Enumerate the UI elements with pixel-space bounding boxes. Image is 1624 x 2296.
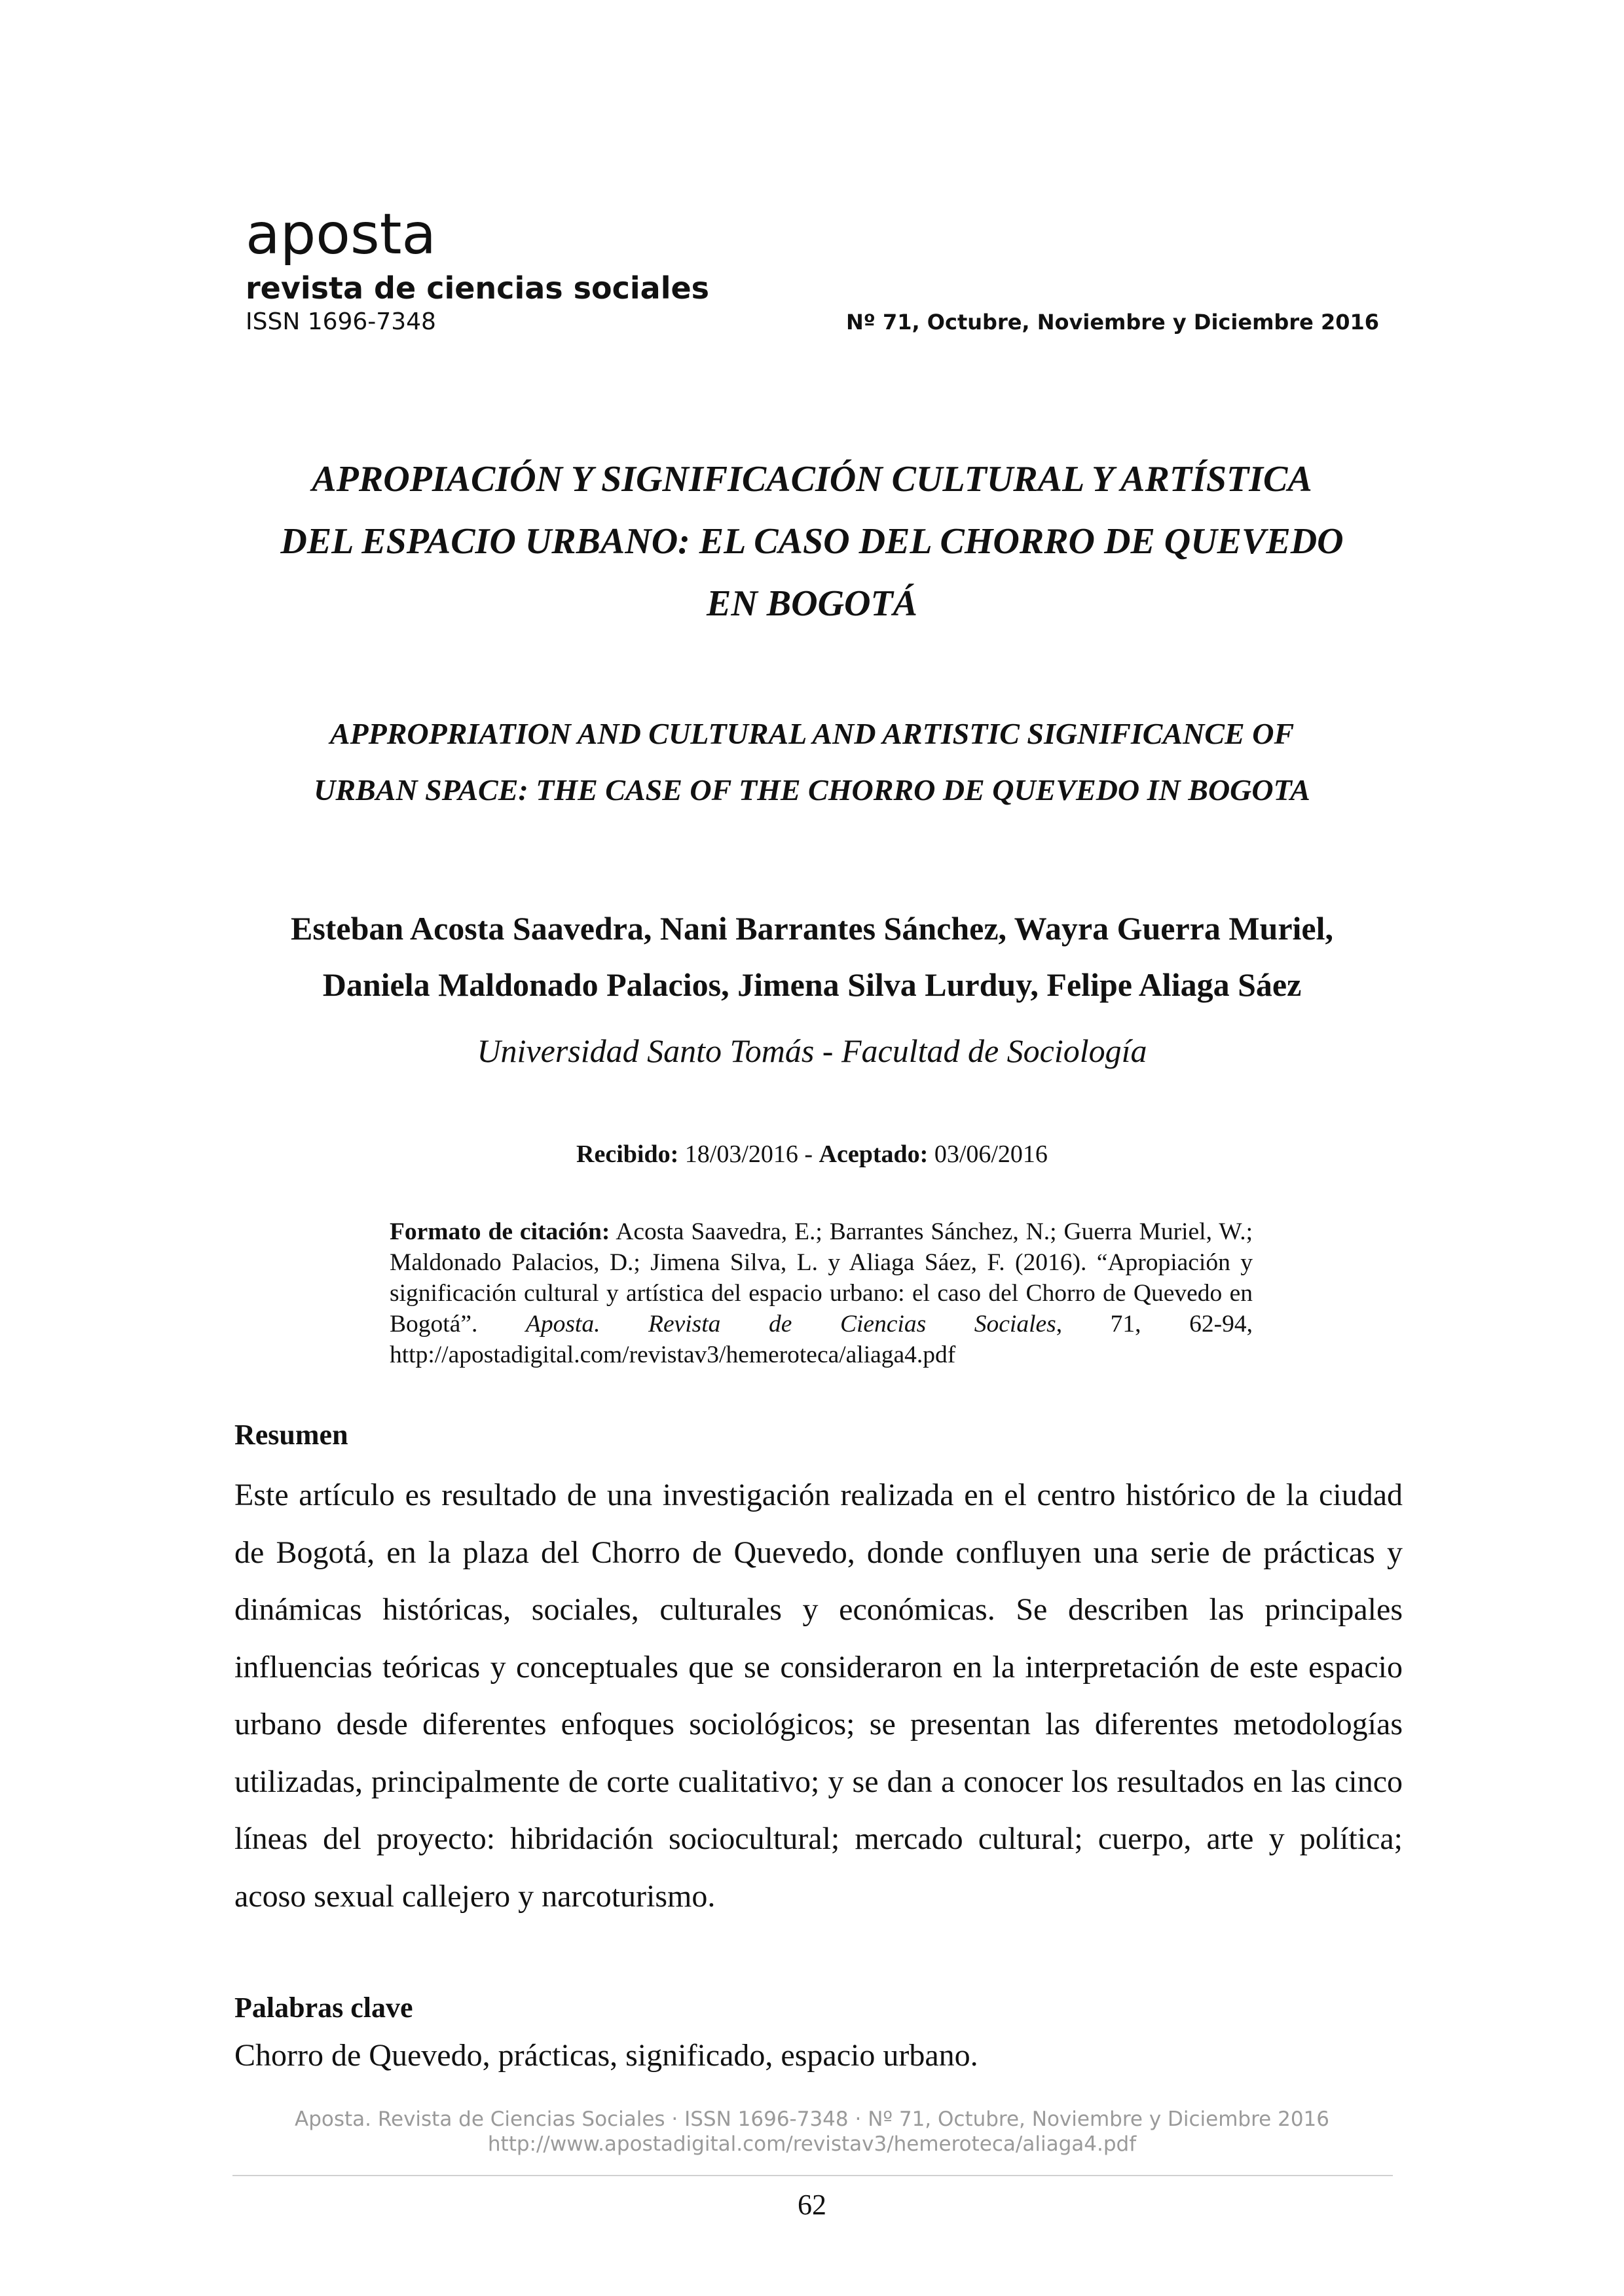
accepted-value: 03/06/2016	[928, 1140, 1048, 1168]
journal-issn: ISSN 1696-7348	[246, 308, 436, 335]
citation-text-2: , 71, 62-94, http://apostadigital.com/revistav3/hemeroteca/aliaga4.pdf	[390, 1311, 1253, 1368]
page-number: 62	[798, 2189, 826, 2221]
author-list	[196, 900, 1428, 1013]
footer-journal-line: Aposta. Revista de Ciencias Sociales · ISSN 1696-7348 · Nº 71, Octubre, Noviembre y Diciembre 2016	[294, 2107, 1329, 2131]
accepted-label: Aceptado:	[819, 1140, 929, 1168]
title-en-line-1: APPROPRIATION AND CULTURAL AND ARTISTIC SIGNIFICANCE OF	[329, 717, 1295, 750]
keywords-heading: Palabras clave	[234, 1992, 413, 2024]
title-es-line-1: APROPIACIÓN Y SIGNIFICACIÓN CULTURAL Y ARTÍSTICA	[312, 459, 1312, 500]
authors-line-2: Daniela Maldonado Palacios, Jimena Silva Lurduy, Felipe Aliaga Sáez	[322, 966, 1302, 1003]
abstract-text: Este artículo es resultado de una investigación realizada en el centro histórico de la ciudad de Bogotá, en la plaza del Chorro de Quevedo, donde confluyen una serie de prácticas y dinámicas históricas, sociales, culturales y económicas. Se describen las principales influencias teóricas y conceptuales que se consideraron en la interpretación de este espacio urbano desde diferentes enfoques sociológicos; se presentan las diferentes metodologías utilizadas, principalmente de corte cualitativo; y se dan a conocer los resultados en las cinco líneas del proyecto: hibridación sociocultural; mercado cultural; cuerpo, arte y política; acoso sexual callejero y narcoturismo.	[234, 1478, 1403, 1914]
citation-journal: Aposta. Revista de Ciencias Sociales	[525, 1311, 1056, 1338]
citation-format	[390, 1216, 1253, 1370]
journal-name: aposta	[246, 202, 437, 267]
journal-issue: Nº 71, Octubre, Noviembre y Diciembre 2016	[845, 310, 1379, 335]
title-spanish	[196, 448, 1428, 635]
received-value: 18/03/2016 -	[678, 1140, 819, 1168]
submission-dates	[196, 1138, 1428, 1171]
title-en-line-2: URBAN SPACE: THE CASE OF THE CHORRO DE QUEVEDO IN BOGOTA	[314, 773, 1310, 807]
authors-line-1: Esteban Acosta Saavedra, Nani Barrantes Sánchez, Wayra Guerra Muriel,	[290, 910, 1334, 947]
affiliation: Universidad Santo Tomás - Facultad de Sociología	[477, 1032, 1147, 1069]
title-es-line-2: DEL ESPACIO URBANO: EL CASO DEL CHORRO DE QUEVEDO	[280, 521, 1344, 562]
received-label: Recibido:	[576, 1140, 679, 1168]
keywords-text: Chorro de Quevedo, prácticas, significado, espacio urbano.	[234, 2038, 978, 2073]
title-english	[196, 706, 1428, 818]
title-es-line-3: EN BOGOTÁ	[706, 583, 918, 624]
abstract-heading: Resumen	[234, 1419, 348, 1451]
footer-divider	[232, 2175, 1393, 2176]
footer-url[interactable]: http://www.apostadigital.com/revistav3/hemeroteca/aliaga4.pdf	[487, 2132, 1137, 2156]
journal-subtitle: revista de ciencias sociales	[246, 270, 710, 306]
citation-label: Formato de citación:	[390, 1218, 610, 1245]
citation-text-1: Acosta Saavedra, E.; Barrantes Sánchez, N.; Guerra Muriel, W.; Maldonado Palacios, D.; Jimena Silva, L. y Aliaga Sáez, F. (2016). “Apropiación y significación cultural y artística del espacio urbano: el caso del Chorro de Quevedo en Bogotá”.	[390, 1218, 1253, 1338]
